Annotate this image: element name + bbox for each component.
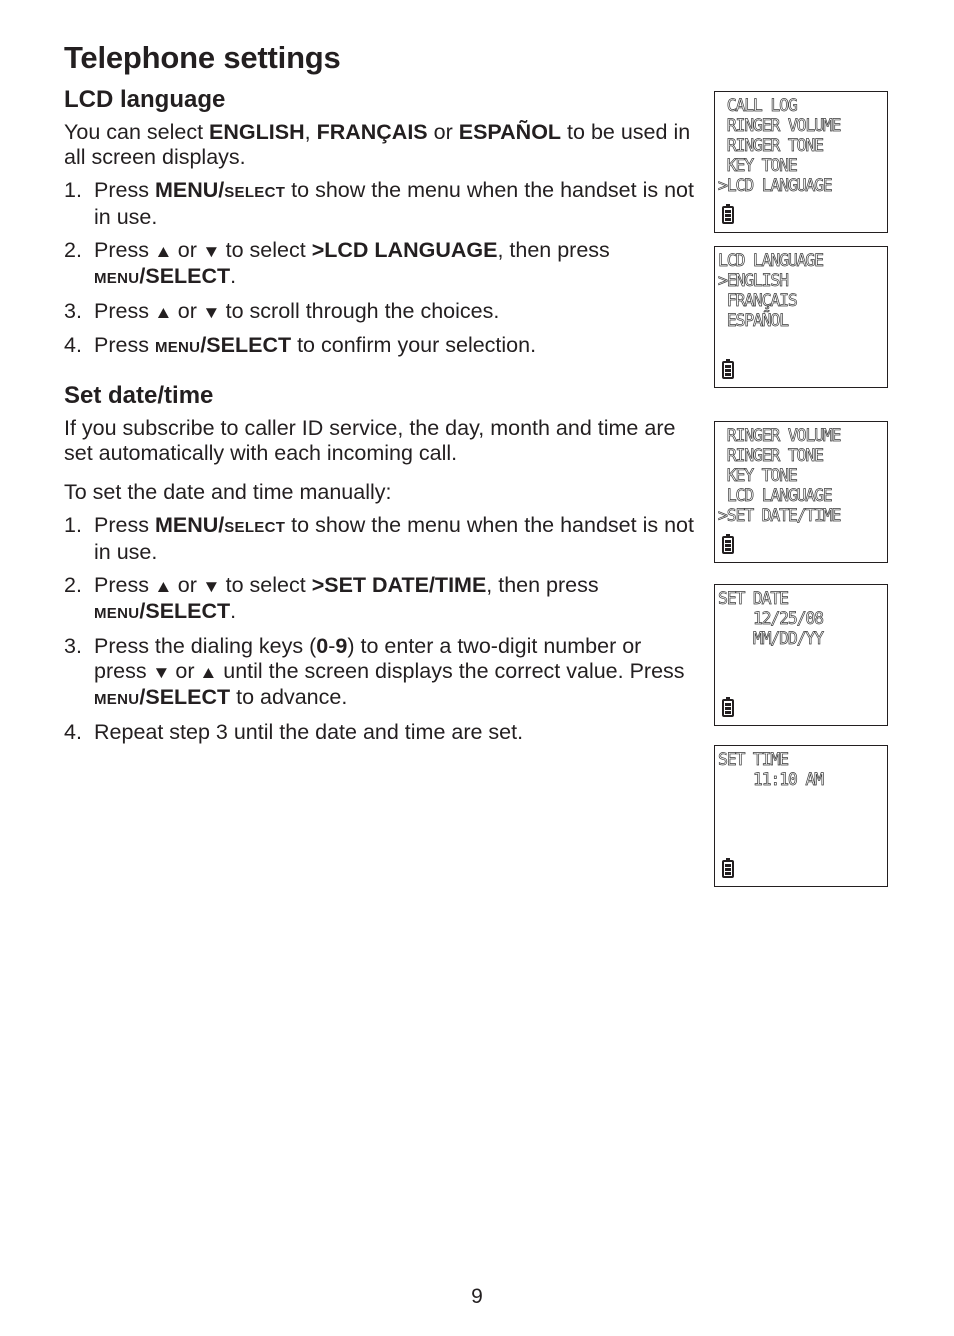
lcd-line: MM/DD/YY	[718, 629, 823, 648]
lcd-line: RINGER TONE	[718, 446, 823, 465]
lcd-screen-set-date	[714, 584, 888, 726]
lcd-line: >SET DATE/TIME	[718, 506, 841, 525]
lcd-line: >LCD LANGUAGE	[718, 176, 832, 195]
battery-icon	[722, 697, 734, 717]
section-heading: Set date/time	[64, 382, 214, 409]
step-item: 4. Repeat step 3 until the date and time are set.	[64, 720, 524, 744]
up-arrow-icon: ▲	[154, 303, 173, 322]
lcd-line: 11:10 AM	[718, 770, 823, 789]
lcd-screen-language	[714, 246, 888, 388]
section-lcd-language	[64, 86, 694, 360]
step-item: 4. Press MENU/SELECT to confirm your selection.	[64, 333, 537, 357]
lcd-screen-date-menu	[714, 421, 888, 563]
up-arrow-icon: ▲	[154, 242, 173, 261]
steps-list	[64, 513, 694, 745]
caller-id-paragraph: If you subscribe to caller ID service, the day, month and time are set automatically with each incoming call.	[64, 416, 676, 465]
battery-icon	[722, 204, 734, 224]
lcd-line: FRANÇAIS	[718, 291, 797, 310]
page-title: Telephone settings	[64, 40, 341, 75]
lcd-line: RINGER VOLUME	[718, 426, 841, 445]
lcd-line: SET TIME	[718, 750, 788, 769]
lcd-line: RINGER TONE	[718, 136, 823, 155]
intro-paragraph: You can select ENGLISH, FRANÇAIS or ESPAÑOL to be used in all screen displays.	[64, 120, 691, 169]
up-arrow-icon: ▲	[154, 577, 173, 596]
step-item: 2. Press ▲ or ▼ to select >LCD LANGUAGE, then press MENU/SELECT.	[64, 238, 610, 288]
battery-icon	[722, 359, 734, 379]
step-item: 3. Press the dialing keys (0-9) to enter a two-digit number or press ▼ or ▲ until the screen displays the correct value. Press MENU/SELECT to advance.	[64, 634, 685, 709]
lcd-line: SET DATE	[718, 589, 788, 608]
down-arrow-icon: ▼	[151, 663, 171, 682]
battery-icon	[722, 534, 734, 554]
main-content	[64, 86, 694, 753]
lcd-line: >ENGLISH	[718, 271, 788, 290]
down-arrow-icon: ▼	[202, 303, 221, 322]
lcd-line: KEY TONE	[718, 466, 797, 485]
step-item: 3. Press ▲ or ▼ to scroll through the choices.	[64, 299, 500, 323]
lcd-line: 12/25/08	[718, 609, 823, 628]
battery-icon	[722, 858, 734, 878]
step-item: 1. Press MENU/SELECT to show the menu when the handset is not in use.	[64, 178, 694, 229]
section-set-date-time	[64, 382, 694, 745]
page-number: 9	[471, 1285, 483, 1308]
down-arrow-icon: ▼	[202, 577, 221, 596]
up-arrow-icon: ▲	[199, 663, 219, 682]
manual-paragraph: To set the date and time manually:	[64, 480, 392, 504]
lcd-line: ESPAÑOL	[718, 311, 788, 330]
down-arrow-icon: ▼	[202, 242, 221, 261]
lcd-screen-set-time	[714, 745, 888, 887]
section-heading: LCD language	[64, 86, 226, 113]
step-item: 2. Press ▲ or ▼ to select >SET DATE/TIME, then press MENU/SELECT.	[64, 573, 599, 623]
lcd-line: KEY TONE	[718, 156, 797, 175]
step-item: 1. Press MENU/SELECT to show the menu when the handset is not in use.	[64, 513, 694, 564]
lcd-line: LCD LANGUAGE	[718, 486, 832, 505]
lcd-line: RINGER VOLUME	[718, 116, 841, 135]
lcd-line: LCD LANGUAGE	[718, 251, 823, 270]
lcd-line: CALL LOG	[718, 96, 797, 115]
lcd-screen-main-menu	[714, 91, 888, 233]
steps-list	[64, 178, 694, 360]
